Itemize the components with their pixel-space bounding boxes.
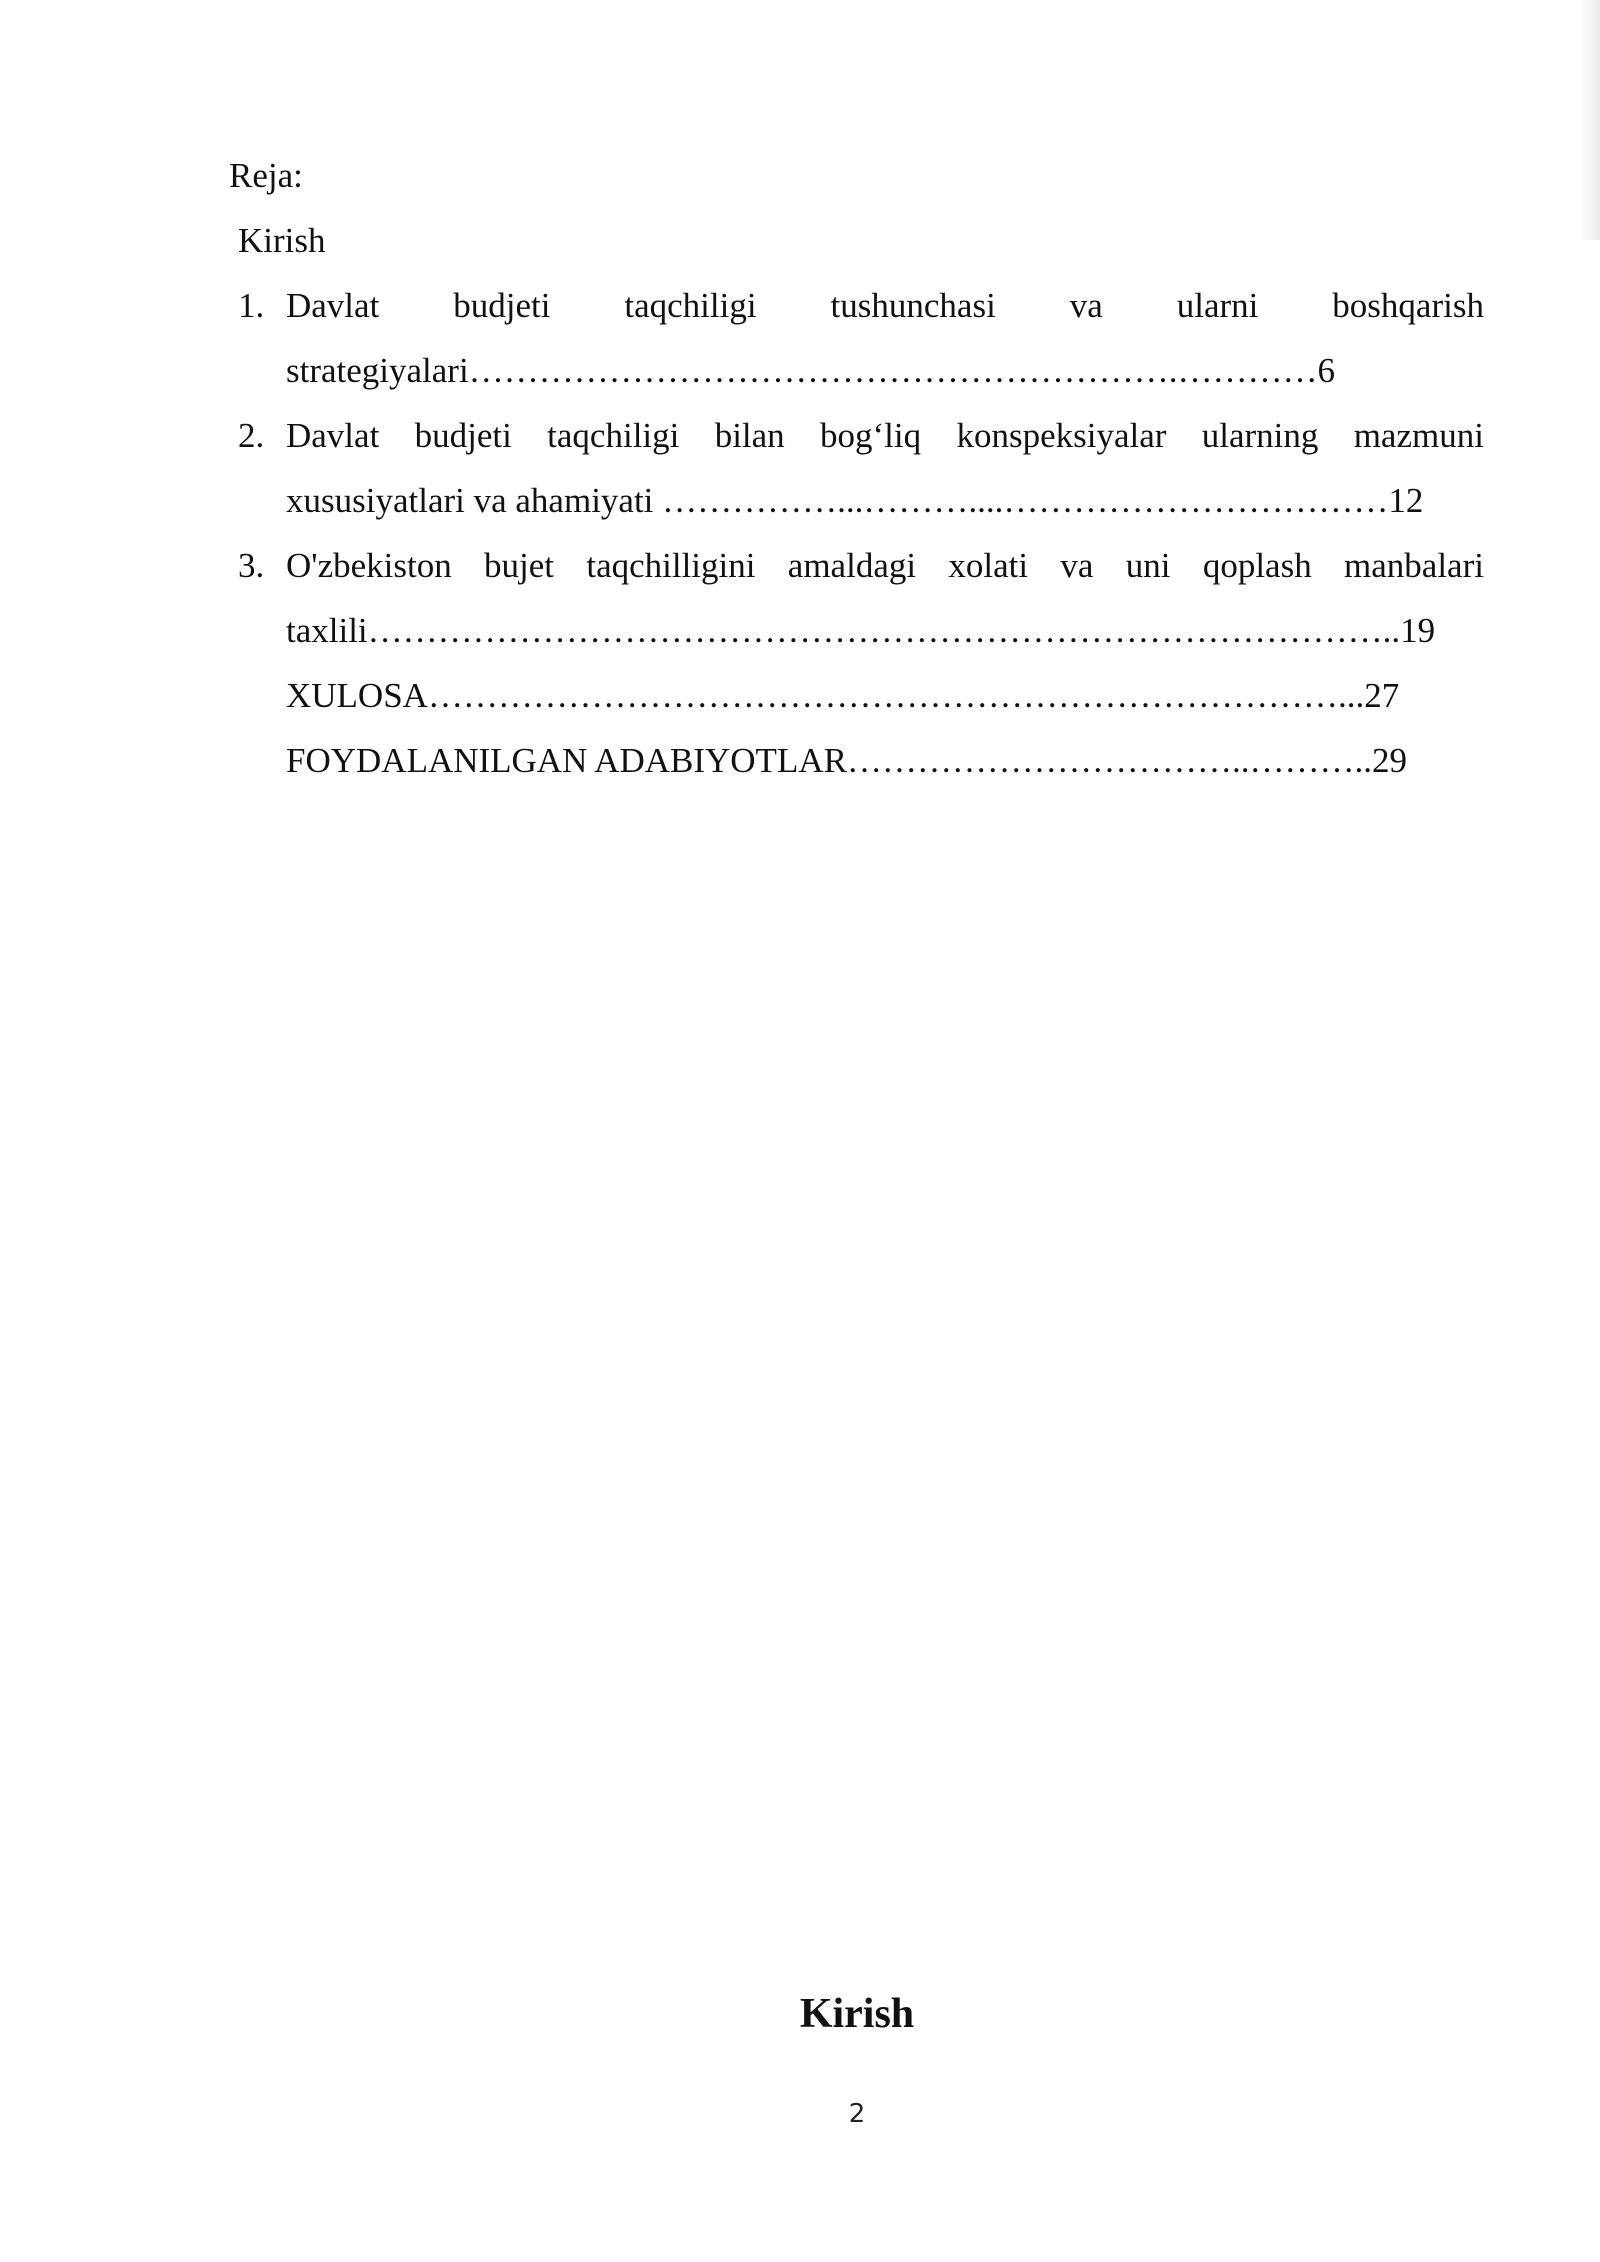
toc-item-3-line1: [286, 548, 1484, 583]
toc-word: manbalari: [1344, 546, 1484, 585]
toc-references-entry: FOYDALANILGAN ADABIYOTLAR……………………………..………..29: [286, 741, 1407, 780]
toc-heading: Reja:: [229, 156, 303, 195]
section-heading: Kirish: [799, 1991, 915, 2037]
toc-word: uni: [1125, 546, 1171, 585]
toc-word: va: [1060, 546, 1094, 585]
toc-word: Davlat: [286, 416, 380, 455]
toc-word: konspeksiyalar: [956, 416, 1167, 455]
toc-item-3-line2: taxlili……………………………………………………………………………..19: [286, 611, 1436, 650]
toc-word: O'zbekiston: [286, 546, 452, 585]
toc-word: mazmuni: [1353, 416, 1484, 455]
toc-word: xolati: [948, 546, 1029, 585]
toc-item-2-line2: xususiyatlari va ahamiyati ……………...………....……………………………12: [286, 481, 1424, 520]
toc-word: ularni: [1176, 286, 1259, 325]
toc-word: boshqarish: [1332, 286, 1484, 325]
toc-word: ularning: [1201, 416, 1319, 455]
toc-item-1-line2: strategiyalari…………………………………………………….…………6: [286, 351, 1335, 390]
toc-word: tushunchasi: [830, 286, 996, 325]
toc-word: taqchilligini: [586, 546, 756, 585]
toc-word: bujet: [484, 546, 555, 585]
toc-item-1-number: 1.: [238, 286, 265, 325]
toc-item-2-number: 2.: [238, 416, 265, 455]
toc-word: budjeti: [414, 416, 512, 455]
toc-word: qoplash: [1202, 546, 1312, 585]
toc-item-1-line1: [286, 288, 1484, 323]
toc-word: taqchiligi: [547, 416, 680, 455]
page-edge-shadow: [1578, 0, 1600, 240]
toc-word: va: [1069, 286, 1103, 325]
page-number: 2: [848, 2099, 866, 2129]
toc-word: bog‘liq: [820, 416, 922, 455]
toc-word: taqchiligi: [624, 286, 757, 325]
toc-item-2-line1: [286, 418, 1484, 453]
toc-intro-entry: Kirish: [238, 221, 326, 260]
toc-conclusion-entry: XULOSA……………………………………………………………………...27: [286, 676, 1400, 715]
toc-word: budjeti: [453, 286, 551, 325]
toc-word: amaldagi: [787, 546, 917, 585]
toc-word: Davlat: [286, 286, 380, 325]
toc-word: bilan: [714, 416, 785, 455]
toc-item-3-number: 3.: [238, 546, 265, 585]
